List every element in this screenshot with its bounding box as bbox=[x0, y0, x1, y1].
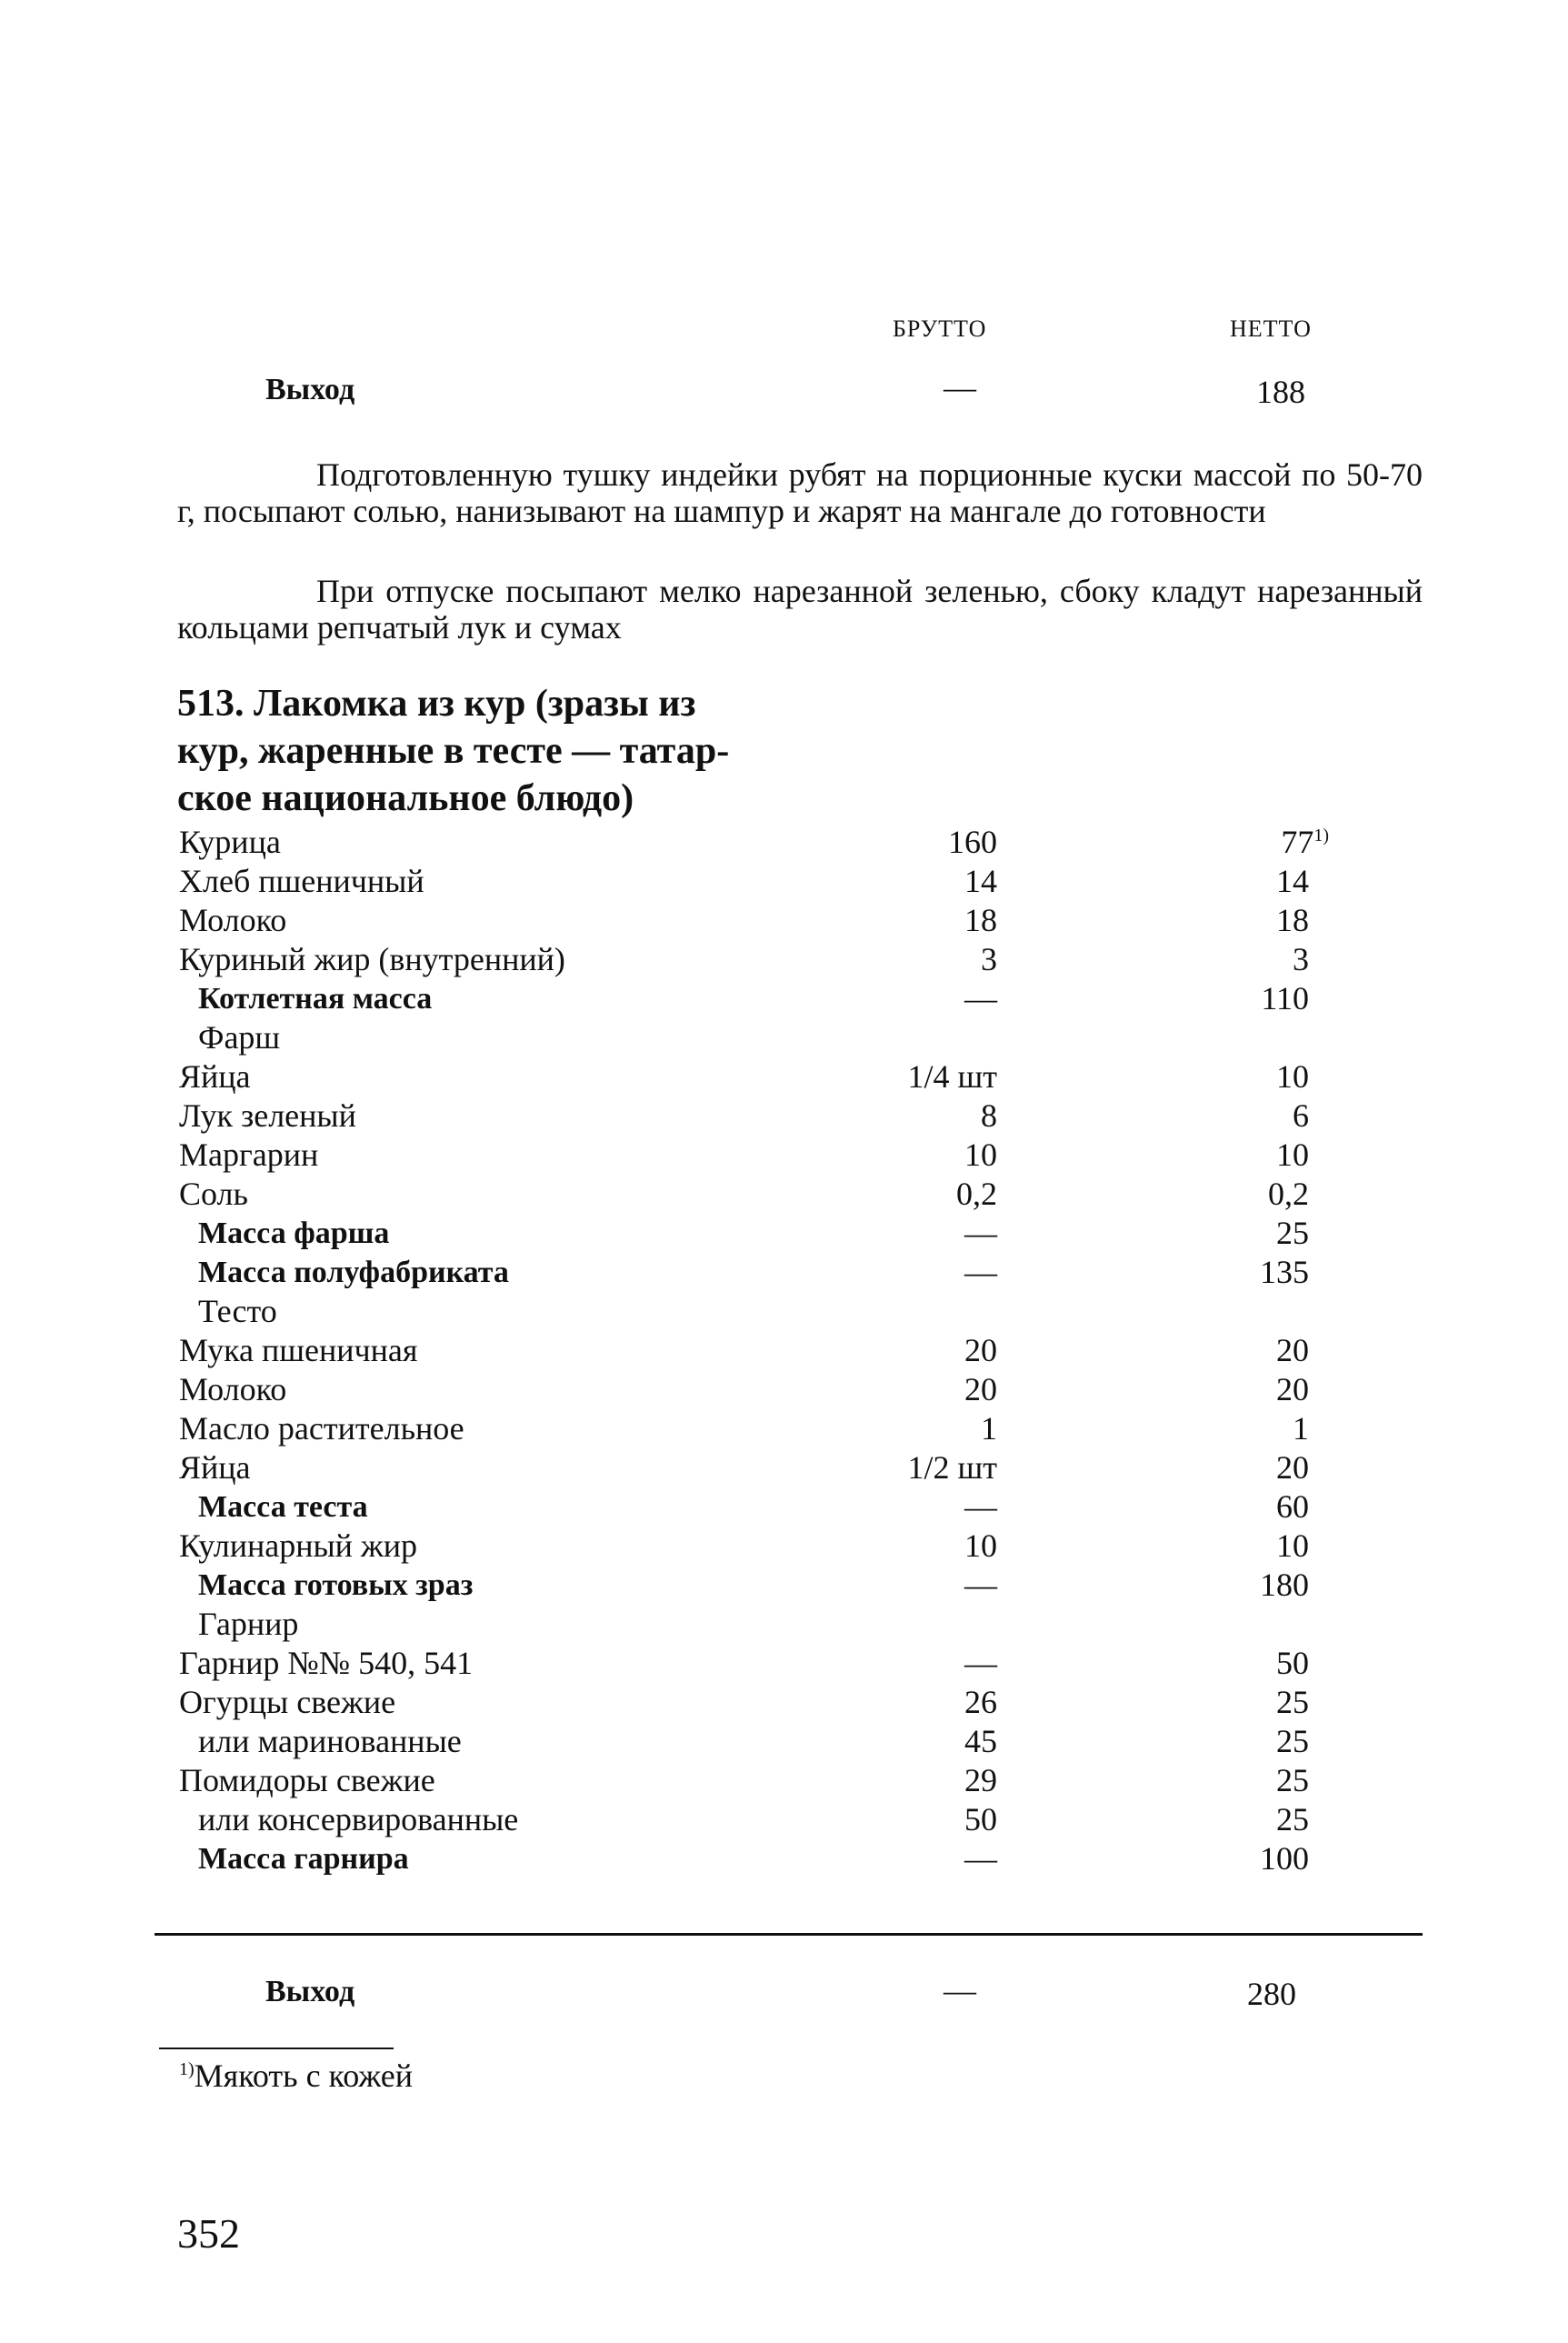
table-row bbox=[0, 979, 1568, 1018]
table-row bbox=[0, 1214, 1568, 1253]
ingredient-name: Хлеб пшеничный bbox=[179, 863, 424, 899]
brutto-value: 3 bbox=[981, 941, 997, 977]
top-yield-label: Выход bbox=[265, 373, 355, 406]
brutto-value: 20 bbox=[964, 1371, 997, 1407]
ingredient-name: Масса гарнира bbox=[198, 1842, 409, 1876]
netto-number: 25 bbox=[1276, 1684, 1309, 1720]
netto-number: 20 bbox=[1276, 1371, 1309, 1407]
netto-number: 1 bbox=[1293, 1410, 1309, 1447]
ingredient-name: Лук зеленый bbox=[179, 1097, 356, 1134]
brutto-value: — bbox=[964, 1254, 997, 1290]
table-row bbox=[0, 940, 1568, 979]
netto-number: 60 bbox=[1276, 1488, 1309, 1525]
final-yield-brutto: — bbox=[944, 1972, 976, 2008]
netto-number: 135 bbox=[1260, 1254, 1309, 1290]
netto-value bbox=[1276, 1057, 1309, 1096]
table-row bbox=[0, 1136, 1568, 1175]
table-row bbox=[0, 1292, 1568, 1331]
table-row bbox=[0, 1722, 1568, 1761]
brutto-value: 50 bbox=[964, 1801, 997, 1837]
table-row bbox=[0, 1683, 1568, 1722]
ingredient-name: Яйца bbox=[179, 1449, 251, 1486]
netto-value bbox=[1276, 1761, 1309, 1800]
paragraph-serving: При отпуске посыпают мелко нарезанной зеленью, сбоку кладут нарезанный кольцами репчатый лук и сумах bbox=[177, 573, 1423, 646]
netto-value bbox=[1281, 823, 1329, 862]
table-row bbox=[0, 1487, 1568, 1527]
final-yield-netto: 280 bbox=[1247, 1976, 1296, 2012]
table-row bbox=[0, 1566, 1568, 1605]
ingredients-table bbox=[0, 823, 1568, 1878]
brutto-value: 1/4 шт bbox=[907, 1058, 997, 1095]
ingredient-name: Масло растительное bbox=[179, 1410, 464, 1447]
table-row bbox=[0, 1409, 1568, 1448]
netto-value bbox=[1276, 1331, 1309, 1370]
final-yield-label: Выход bbox=[265, 1975, 355, 2008]
table-row bbox=[0, 1096, 1568, 1136]
brutto-value: 18 bbox=[964, 902, 997, 938]
brutto-value: 10 bbox=[964, 1527, 997, 1564]
netto-value bbox=[1260, 1253, 1309, 1292]
table-row bbox=[0, 1644, 1568, 1683]
brutto-value: — bbox=[964, 1645, 997, 1681]
table-row bbox=[0, 1057, 1568, 1096]
recipe-title-line: 513. Лакомка из кур (зразы из bbox=[177, 683, 696, 725]
netto-value bbox=[1276, 1800, 1309, 1839]
ingredient-name: Помидоры свежие bbox=[179, 1762, 435, 1798]
footnote-mark: 1) bbox=[179, 2059, 195, 2079]
netto-number: 10 bbox=[1276, 1527, 1309, 1564]
netto-number: 10 bbox=[1276, 1058, 1309, 1095]
top-yield-brutto: — bbox=[944, 369, 976, 406]
netto-value bbox=[1268, 1175, 1309, 1214]
table-row bbox=[0, 901, 1568, 940]
brutto-value: 29 bbox=[964, 1762, 997, 1798]
brutto-value: 45 bbox=[964, 1723, 997, 1759]
netto-value bbox=[1276, 1644, 1309, 1683]
netto-value bbox=[1293, 1096, 1309, 1136]
netto-value bbox=[1276, 1370, 1309, 1409]
ingredient-name: или маринованные bbox=[198, 1723, 462, 1759]
recipe-title bbox=[177, 680, 768, 822]
netto-number: 6 bbox=[1293, 1097, 1309, 1134]
ingredient-name: Молоко bbox=[179, 1371, 287, 1407]
footnote bbox=[179, 2057, 413, 2095]
ingredient-name: Тесто bbox=[198, 1293, 277, 1329]
table-row bbox=[0, 1800, 1568, 1839]
netto-number: 25 bbox=[1276, 1723, 1309, 1759]
table-row bbox=[0, 1175, 1568, 1214]
netto-value bbox=[1276, 1448, 1309, 1487]
netto-number: 50 bbox=[1276, 1645, 1309, 1681]
netto-number: 25 bbox=[1276, 1215, 1309, 1251]
netto-number: 25 bbox=[1276, 1762, 1309, 1798]
netto-value bbox=[1276, 1487, 1309, 1527]
ingredient-name: Масса полуфабриката bbox=[198, 1256, 509, 1289]
brutto-value: 1 bbox=[981, 1410, 997, 1447]
netto-number: 100 bbox=[1260, 1840, 1309, 1877]
netto-value bbox=[1276, 1683, 1309, 1722]
ingredient-name: Соль bbox=[179, 1176, 248, 1212]
table-row bbox=[0, 862, 1568, 901]
netto-number: 18 bbox=[1276, 902, 1309, 938]
recipe-title-line: кур, жаренные в тесте — татар- bbox=[177, 730, 730, 772]
paragraph-preparation: Подготовленную тушку индейки рубят на порционные куски массой по 50-70 г, посыпают солью, нанизывают на шампур и жарят на мангале до готовности bbox=[177, 456, 1423, 529]
netto-number: 25 bbox=[1276, 1801, 1309, 1837]
brutto-value: — bbox=[964, 1215, 997, 1251]
table-row bbox=[0, 1370, 1568, 1409]
column-header-netto: НЕТТО bbox=[1230, 315, 1312, 342]
brutto-value: — bbox=[964, 1567, 997, 1603]
top-yield-netto: 188 bbox=[1256, 374, 1305, 410]
brutto-value: 8 bbox=[981, 1097, 997, 1134]
table-row bbox=[0, 1331, 1568, 1370]
netto-number: 3 bbox=[1293, 941, 1309, 977]
table-row bbox=[0, 1253, 1568, 1292]
brutto-value: — bbox=[964, 1840, 997, 1877]
column-header-brutto: БРУТТО bbox=[893, 315, 987, 342]
ingredient-name: Фарш bbox=[198, 1019, 281, 1056]
ingredient-name: Огурцы свежие bbox=[179, 1684, 396, 1720]
ingredient-name: Гарнир bbox=[198, 1606, 299, 1642]
ingredient-name: Масса фарша bbox=[198, 1217, 390, 1250]
table-row bbox=[0, 823, 1568, 862]
brutto-value: 26 bbox=[964, 1684, 997, 1720]
ingredient-name: Масса теста bbox=[198, 1490, 368, 1524]
table-row bbox=[0, 1605, 1568, 1644]
netto-number: 110 bbox=[1261, 980, 1309, 1016]
brutto-value: 20 bbox=[964, 1332, 997, 1368]
brutto-value: 1/2 шт bbox=[907, 1449, 997, 1486]
ingredient-name: Гарнир №№ 540, 541 bbox=[179, 1645, 474, 1681]
netto-value bbox=[1293, 1409, 1309, 1448]
table-bottom-rule bbox=[155, 1933, 1423, 1936]
netto-value bbox=[1276, 901, 1309, 940]
ingredient-name: Котлетная масса bbox=[198, 982, 433, 1016]
netto-value bbox=[1260, 1566, 1309, 1605]
netto-number: 0,2 bbox=[1268, 1176, 1309, 1212]
netto-value bbox=[1261, 979, 1309, 1018]
netto-value bbox=[1260, 1839, 1309, 1878]
ingredient-name: Молоко bbox=[179, 902, 287, 938]
netto-number: 20 bbox=[1276, 1449, 1309, 1486]
ingredient-name: Куриный жир (внутренний) bbox=[179, 941, 565, 977]
brutto-value: — bbox=[964, 980, 997, 1016]
table-row bbox=[0, 1018, 1568, 1057]
netto-number: 180 bbox=[1260, 1567, 1309, 1603]
brutto-value: 0,2 bbox=[956, 1176, 997, 1212]
netto-number: 10 bbox=[1276, 1136, 1309, 1173]
netto-value bbox=[1276, 1136, 1309, 1175]
table-row bbox=[0, 1527, 1568, 1566]
netto-value bbox=[1293, 940, 1309, 979]
netto-number: 20 bbox=[1276, 1332, 1309, 1368]
netto-value bbox=[1276, 1527, 1309, 1566]
table-row bbox=[0, 1448, 1568, 1487]
recipe-title-line: ское национальное блюдо) bbox=[177, 777, 634, 819]
netto-value bbox=[1276, 1214, 1309, 1253]
brutto-value: — bbox=[964, 1488, 997, 1525]
netto-value bbox=[1276, 1722, 1309, 1761]
netto-value bbox=[1276, 862, 1309, 901]
netto-number: 77 bbox=[1281, 824, 1314, 860]
ingredient-name: или консервированные bbox=[198, 1801, 519, 1837]
ingredient-name: Яйца bbox=[179, 1058, 251, 1095]
ingredient-name: Курица bbox=[179, 824, 281, 860]
ingredient-name: Мука пшеничная bbox=[179, 1332, 418, 1368]
page-number: 352 bbox=[177, 2210, 240, 2257]
table-row bbox=[0, 1761, 1568, 1800]
footnote-text: Мякоть с кожей bbox=[194, 2058, 413, 2094]
footnote-rule bbox=[159, 2048, 394, 2049]
netto-number: 14 bbox=[1276, 863, 1309, 899]
brutto-value: 10 bbox=[964, 1136, 997, 1173]
table-row bbox=[0, 1839, 1568, 1878]
brutto-value: 160 bbox=[948, 824, 997, 860]
ingredient-name: Масса готовых зраз bbox=[198, 1568, 474, 1602]
netto-footnote-mark: 1) bbox=[1313, 826, 1329, 846]
ingredient-name: Маргарин bbox=[179, 1136, 319, 1173]
ingredient-name: Кулинарный жир bbox=[179, 1527, 418, 1564]
brutto-value: 14 bbox=[964, 863, 997, 899]
